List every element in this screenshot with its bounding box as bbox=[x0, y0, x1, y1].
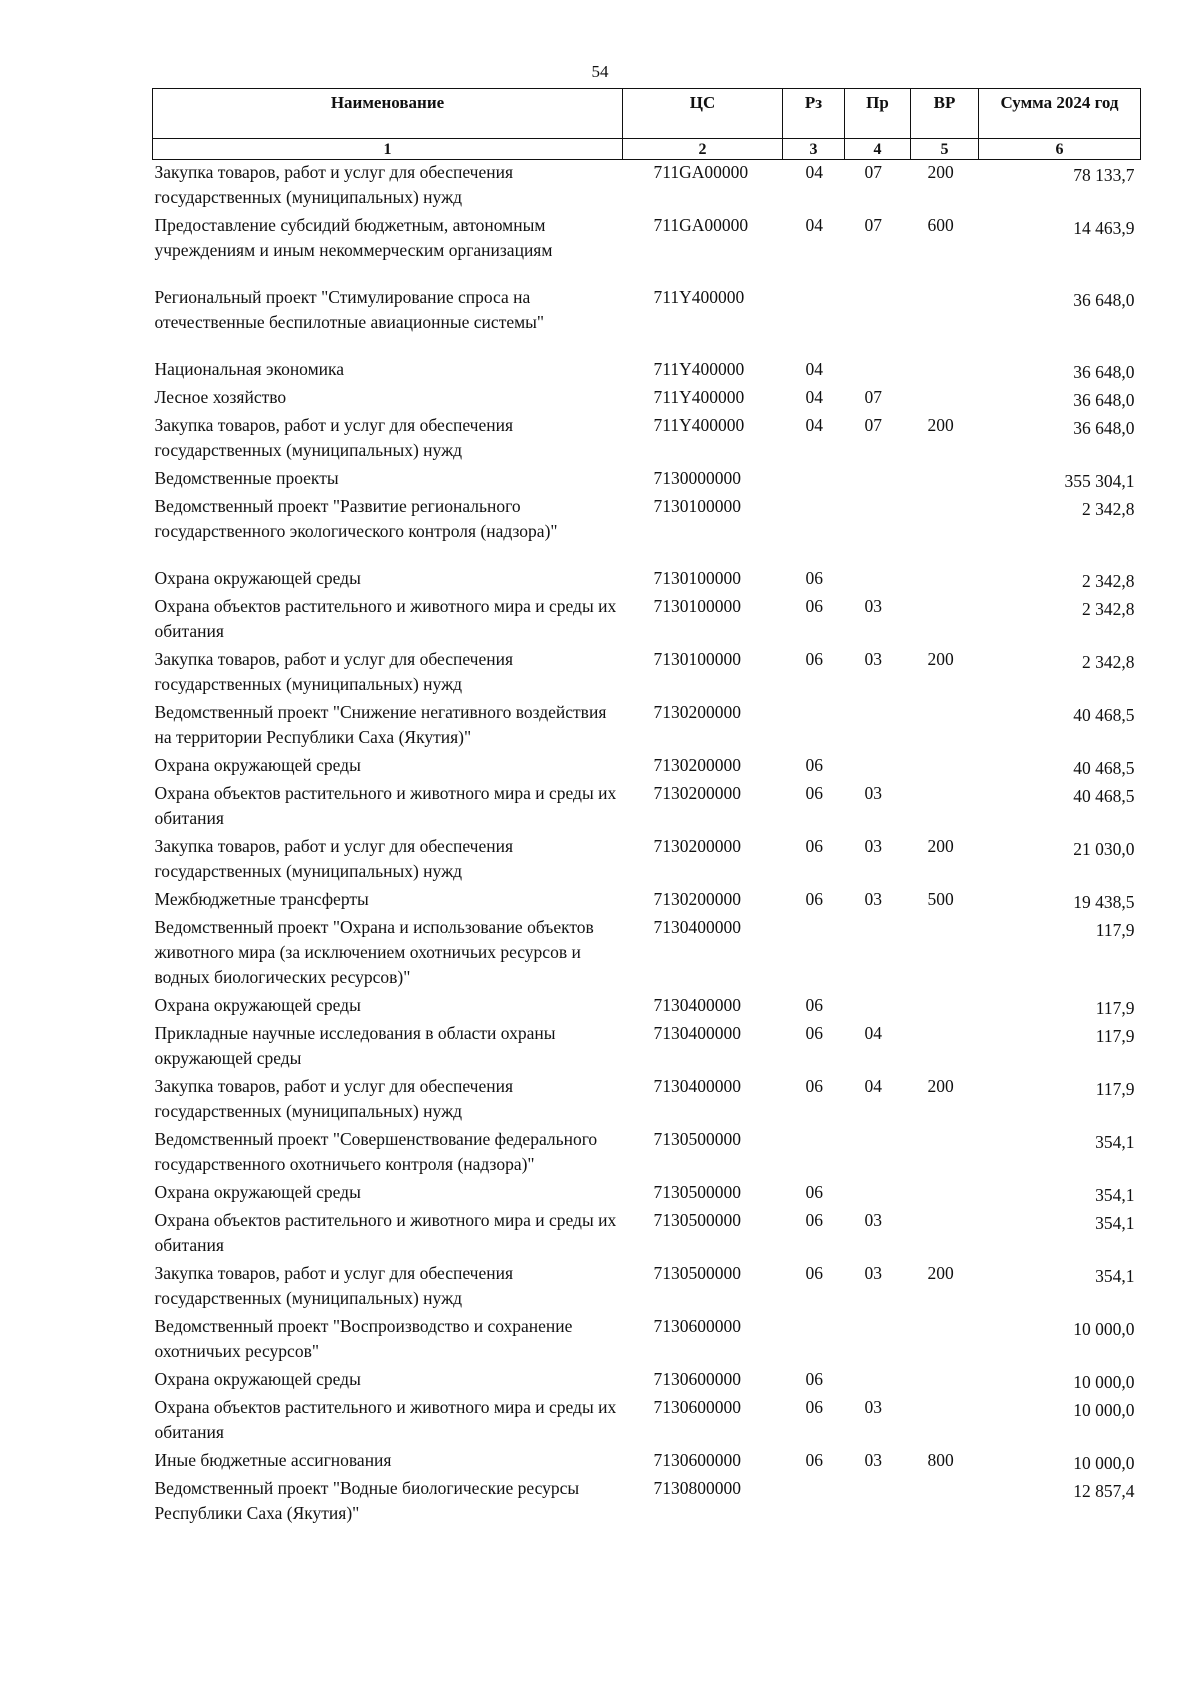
row-vr-code bbox=[911, 993, 979, 1021]
row-sum: 117,9 bbox=[1095, 1079, 1135, 1099]
col-number: 4 bbox=[845, 139, 911, 160]
table-row bbox=[153, 1261, 1141, 1314]
row-rz-code bbox=[783, 494, 845, 566]
row-rz-code: 06 bbox=[805, 889, 823, 909]
row-name: Закупка товаров, работ и услуг для обеспечения государственных (муниципальных) нужд bbox=[154, 1076, 514, 1121]
row-rz-code: 06 bbox=[805, 783, 823, 803]
row-sum: 10 000,0 bbox=[1073, 1319, 1135, 1339]
table-row bbox=[153, 781, 1141, 834]
table-row bbox=[153, 1395, 1141, 1448]
row-pr-code bbox=[845, 1180, 911, 1208]
row-vr-code bbox=[911, 1021, 979, 1074]
row-sum: 2 342,8 bbox=[1082, 599, 1135, 619]
row-rz-code: 06 bbox=[805, 1210, 823, 1230]
header-cs: ЦС bbox=[623, 89, 783, 139]
header-name: Наименование bbox=[153, 89, 623, 139]
row-vr-code bbox=[911, 700, 979, 753]
row-vr-code: 200 bbox=[927, 1263, 954, 1283]
table-row bbox=[153, 466, 1141, 494]
row-vr-code bbox=[911, 385, 979, 413]
row-name: Ведомственные проекты bbox=[154, 468, 339, 488]
row-name: Закупка товаров, работ и услуг для обеспечения государственных (муниципальных) нужд bbox=[154, 1263, 514, 1308]
row-name: Ведомственный проект "Совершенствование федерального государственного охотничьего контроля (надзора)" bbox=[154, 1129, 598, 1174]
row-cs-code: 7130400000 bbox=[653, 995, 741, 1015]
row-name: Закупка товаров, работ и услуг для обеспечения государственных (муниципальных) нужд bbox=[154, 162, 514, 207]
row-vr-code bbox=[911, 915, 979, 993]
table-row bbox=[153, 213, 1141, 285]
row-rz-code bbox=[783, 1314, 845, 1367]
row-vr-code: 800 bbox=[927, 1450, 954, 1470]
row-rz-code: 06 bbox=[805, 1369, 823, 1389]
col-number: 6 bbox=[979, 139, 1141, 160]
table-header bbox=[153, 89, 1141, 160]
row-cs-code: 7130200000 bbox=[653, 783, 741, 803]
table-row bbox=[153, 413, 1141, 466]
header-sum: Сумма 2024 год bbox=[979, 89, 1141, 139]
row-rz-code: 06 bbox=[805, 995, 823, 1015]
row-vr-code bbox=[911, 494, 979, 566]
row-cs-code: 7130800000 bbox=[653, 1478, 741, 1498]
row-sum: 354,1 bbox=[1095, 1185, 1135, 1205]
col-number: 3 bbox=[783, 139, 845, 160]
row-name: Национальная экономика bbox=[154, 359, 345, 379]
row-vr-code bbox=[911, 357, 979, 385]
row-vr-code: 200 bbox=[927, 836, 954, 856]
table-row bbox=[153, 1074, 1141, 1127]
row-cs-code: 7130500000 bbox=[653, 1129, 741, 1149]
row-rz-code: 04 bbox=[805, 162, 823, 182]
row-cs-code: 711Y400000 bbox=[653, 415, 745, 435]
table-row bbox=[153, 285, 1141, 357]
row-pr-code: 07 bbox=[864, 215, 882, 235]
table-row bbox=[153, 700, 1141, 753]
row-vr-code: 600 bbox=[927, 215, 954, 235]
table-row bbox=[153, 993, 1141, 1021]
row-rz-code: 06 bbox=[805, 1023, 823, 1043]
row-cs-code: 7130400000 bbox=[653, 1023, 741, 1043]
row-name: Охрана объектов растительного и животного мира и среды их обитания bbox=[154, 1397, 617, 1442]
row-pr-code bbox=[845, 494, 911, 566]
row-vr-code bbox=[911, 1208, 979, 1261]
row-rz-code bbox=[783, 915, 845, 993]
row-rz-code: 06 bbox=[805, 1397, 823, 1417]
row-sum: 354,1 bbox=[1095, 1132, 1135, 1152]
row-vr-code bbox=[911, 1180, 979, 1208]
row-pr-code bbox=[845, 915, 911, 993]
row-vr-code bbox=[911, 285, 979, 357]
row-sum: 117,9 bbox=[1095, 998, 1135, 1018]
row-rz-code bbox=[783, 700, 845, 753]
row-rz-code bbox=[783, 1127, 845, 1180]
row-rz-code bbox=[783, 1476, 845, 1529]
budget-table bbox=[152, 88, 1141, 1529]
row-name: Охрана окружающей среды bbox=[154, 1182, 361, 1202]
row-name: Ведомственный проект "Развитие регионального государственного экологического контроля (надзора)" bbox=[154, 496, 558, 541]
row-sum: 40 468,5 bbox=[1073, 786, 1135, 806]
row-pr-code: 04 bbox=[864, 1023, 882, 1043]
row-vr-code bbox=[911, 1476, 979, 1529]
row-sum: 36 648,0 bbox=[1073, 290, 1135, 310]
table-row bbox=[153, 357, 1141, 385]
row-cs-code: 7130600000 bbox=[653, 1316, 741, 1336]
table-row bbox=[153, 1021, 1141, 1074]
row-rz-code bbox=[783, 285, 845, 357]
col-number: 5 bbox=[911, 139, 979, 160]
row-sum: 36 648,0 bbox=[1073, 390, 1135, 410]
row-sum: 21 030,0 bbox=[1073, 839, 1135, 859]
row-rz-code: 06 bbox=[805, 1182, 823, 1202]
row-cs-code: 7130200000 bbox=[653, 889, 741, 909]
row-rz-code: 06 bbox=[805, 1263, 823, 1283]
row-sum: 12 857,4 bbox=[1073, 1481, 1135, 1501]
table-row bbox=[153, 887, 1141, 915]
row-vr-code bbox=[911, 753, 979, 781]
row-sum: 36 648,0 bbox=[1073, 418, 1135, 438]
row-cs-code: 7130600000 bbox=[653, 1369, 741, 1389]
row-pr-code bbox=[845, 466, 911, 494]
row-vr-code bbox=[911, 566, 979, 594]
table-row bbox=[153, 1314, 1141, 1367]
row-sum: 78 133,7 bbox=[1073, 165, 1135, 185]
row-pr-code: 03 bbox=[864, 836, 882, 856]
row-name: Ведомственный проект "Снижение негативного воздействия на территории Республики Саха (Якутия)" bbox=[154, 702, 607, 747]
row-pr-code bbox=[845, 1476, 911, 1529]
table-row bbox=[153, 915, 1141, 993]
row-pr-code: 04 bbox=[864, 1076, 882, 1096]
row-name: Закупка товаров, работ и услуг для обеспечения государственных (муниципальных) нужд bbox=[154, 649, 514, 694]
row-name: Охрана окружающей среды bbox=[154, 568, 361, 588]
row-rz-code: 04 bbox=[805, 215, 823, 235]
table-row bbox=[153, 594, 1141, 647]
row-cs-code: 711Y400000 bbox=[653, 359, 745, 379]
row-name: Предоставление субсидий бюджетным, автономным учреждениям и иным некоммерческим организациям bbox=[154, 215, 553, 260]
row-sum: 40 468,5 bbox=[1073, 705, 1135, 725]
row-vr-code bbox=[911, 594, 979, 647]
row-name: Закупка товаров, работ и услуг для обеспечения государственных (муниципальных) нужд bbox=[154, 836, 514, 881]
page-number: 54 bbox=[591, 62, 609, 81]
row-vr-code: 200 bbox=[927, 415, 954, 435]
row-name: Охрана окружающей среды bbox=[154, 755, 361, 775]
row-cs-code: 7130600000 bbox=[653, 1450, 741, 1470]
row-cs-code: 7130500000 bbox=[653, 1182, 741, 1202]
row-pr-code: 03 bbox=[864, 889, 882, 909]
row-cs-code: 7130100000 bbox=[653, 649, 741, 669]
row-sum: 355 304,1 bbox=[1064, 471, 1135, 491]
row-name: Иные бюджетные ассигнования bbox=[154, 1450, 392, 1470]
row-rz-code: 06 bbox=[805, 1076, 823, 1096]
row-pr-code: 03 bbox=[864, 783, 882, 803]
col-number: 2 bbox=[623, 139, 783, 160]
row-vr-code: 500 bbox=[927, 889, 954, 909]
row-cs-code: 7130200000 bbox=[653, 836, 741, 856]
row-name: Охрана окружающей среды bbox=[154, 1369, 361, 1389]
row-sum: 14 463,9 bbox=[1073, 218, 1135, 238]
row-vr-code bbox=[911, 466, 979, 494]
table-row bbox=[153, 834, 1141, 887]
row-name: Ведомственный проект "Водные биологические ресурсы Республики Саха (Якутия)" bbox=[154, 1478, 580, 1523]
row-cs-code: 7130200000 bbox=[653, 702, 741, 722]
row-pr-code bbox=[845, 285, 911, 357]
row-name: Охрана окружающей среды bbox=[154, 995, 361, 1015]
row-vr-code bbox=[911, 1395, 979, 1448]
row-sum: 354,1 bbox=[1095, 1266, 1135, 1286]
row-name: Межбюджетные трансферты bbox=[154, 889, 369, 909]
row-cs-code: 7130100000 bbox=[653, 596, 741, 616]
row-sum: 2 342,8 bbox=[1082, 499, 1135, 519]
row-pr-code: 03 bbox=[864, 649, 882, 669]
row-rz-code: 06 bbox=[805, 649, 823, 669]
row-cs-code: 7130100000 bbox=[653, 496, 741, 516]
row-cs-code: 7130000000 bbox=[653, 468, 741, 488]
row-pr-code bbox=[845, 700, 911, 753]
row-cs-code: 7130200000 bbox=[653, 755, 741, 775]
row-sum: 2 342,8 bbox=[1082, 571, 1135, 591]
row-vr-code: 200 bbox=[927, 649, 954, 669]
row-name: Ведомственный проект "Воспроизводство и сохранение охотничьих ресурсов" bbox=[154, 1316, 573, 1361]
row-name: Региональный проект "Стимулирование спроса на отечественные беспилотные авиационные системы" bbox=[154, 287, 545, 332]
table-row bbox=[153, 494, 1141, 566]
row-vr-code bbox=[911, 1367, 979, 1395]
table-body bbox=[153, 160, 1141, 1530]
row-cs-code: 7130400000 bbox=[653, 1076, 741, 1096]
row-pr-code bbox=[845, 1367, 911, 1395]
table-row bbox=[153, 1208, 1141, 1261]
row-pr-code bbox=[845, 1127, 911, 1180]
row-sum: 10 000,0 bbox=[1073, 1453, 1135, 1473]
row-rz-code: 06 bbox=[805, 755, 823, 775]
row-rz-code: 06 bbox=[805, 1450, 823, 1470]
row-name: Прикладные научные исследования в области охраны окружающей среды bbox=[154, 1023, 556, 1068]
row-sum: 354,1 bbox=[1095, 1213, 1135, 1233]
table-row bbox=[153, 1367, 1141, 1395]
row-sum: 117,9 bbox=[1095, 920, 1135, 940]
table-row bbox=[153, 1476, 1141, 1529]
row-cs-code: 711Y400000 bbox=[653, 387, 745, 407]
row-cs-code: 711GA00000 bbox=[653, 162, 749, 182]
row-sum: 40 468,5 bbox=[1073, 758, 1135, 778]
row-pr-code: 03 bbox=[864, 1450, 882, 1470]
row-rz-code: 06 bbox=[805, 568, 823, 588]
row-pr-code: 03 bbox=[864, 1263, 882, 1283]
row-rz-code: 04 bbox=[805, 415, 823, 435]
row-pr-code: 03 bbox=[864, 1210, 882, 1230]
row-name: Закупка товаров, работ и услуг для обеспечения государственных (муниципальных) нужд bbox=[154, 415, 514, 460]
row-cs-code: 7130500000 bbox=[653, 1263, 741, 1283]
row-pr-code bbox=[845, 566, 911, 594]
table-row bbox=[153, 566, 1141, 594]
row-rz-code: 06 bbox=[805, 596, 823, 616]
row-vr-code bbox=[911, 1127, 979, 1180]
row-pr-code bbox=[845, 357, 911, 385]
table-row bbox=[153, 753, 1141, 781]
row-sum: 10 000,0 bbox=[1073, 1372, 1135, 1392]
row-cs-code: 7130100000 bbox=[653, 568, 741, 588]
row-vr-code bbox=[911, 781, 979, 834]
row-pr-code bbox=[845, 1314, 911, 1367]
row-vr-code: 200 bbox=[927, 162, 954, 182]
row-vr-code bbox=[911, 1314, 979, 1367]
row-name: Охрана объектов растительного и животного мира и среды их обитания bbox=[154, 783, 617, 828]
table-row bbox=[153, 1180, 1141, 1208]
table-row bbox=[153, 385, 1141, 413]
row-rz-code: 04 bbox=[805, 359, 823, 379]
row-pr-code bbox=[845, 753, 911, 781]
row-pr-code bbox=[845, 993, 911, 1021]
row-cs-code: 7130500000 bbox=[653, 1210, 741, 1230]
header-pr: Пр bbox=[845, 89, 911, 139]
header-vr: ВР bbox=[911, 89, 979, 139]
row-cs-code: 7130600000 bbox=[653, 1397, 741, 1417]
row-vr-code: 200 bbox=[927, 1076, 954, 1096]
row-pr-code: 07 bbox=[864, 387, 882, 407]
row-rz-code: 04 bbox=[805, 387, 823, 407]
row-name: Ведомственный проект "Охрана и использование объектов животного мира (за исключением охотничьих ресурсов и водных биологических ресурсов)" bbox=[154, 917, 594, 987]
row-pr-code: 07 bbox=[864, 162, 882, 182]
table-row bbox=[153, 160, 1141, 214]
col-number: 1 bbox=[153, 139, 623, 160]
row-sum: 19 438,5 bbox=[1073, 892, 1135, 912]
row-pr-code: 03 bbox=[864, 596, 882, 616]
row-cs-code: 711GA00000 bbox=[653, 215, 749, 235]
row-pr-code: 03 bbox=[864, 1397, 882, 1417]
row-name: Охрана объектов растительного и животного мира и среды их обитания bbox=[154, 596, 617, 641]
row-sum: 10 000,0 bbox=[1073, 1400, 1135, 1420]
row-pr-code: 07 bbox=[864, 415, 882, 435]
table-row bbox=[153, 1448, 1141, 1476]
row-name: Лесное хозяйство bbox=[154, 387, 287, 407]
row-rz-code: 06 bbox=[805, 836, 823, 856]
header-rz: Рз bbox=[783, 89, 845, 139]
row-cs-code: 7130400000 bbox=[653, 917, 741, 937]
row-sum: 2 342,8 bbox=[1082, 652, 1135, 672]
row-cs-code: 711Y400000 bbox=[653, 287, 745, 307]
row-sum: 36 648,0 bbox=[1073, 362, 1135, 382]
row-name: Охрана объектов растительного и животного мира и среды их обитания bbox=[154, 1210, 617, 1255]
row-rz-code bbox=[783, 466, 845, 494]
table-row bbox=[153, 647, 1141, 700]
row-sum: 117,9 bbox=[1095, 1026, 1135, 1046]
table-row bbox=[153, 1127, 1141, 1180]
